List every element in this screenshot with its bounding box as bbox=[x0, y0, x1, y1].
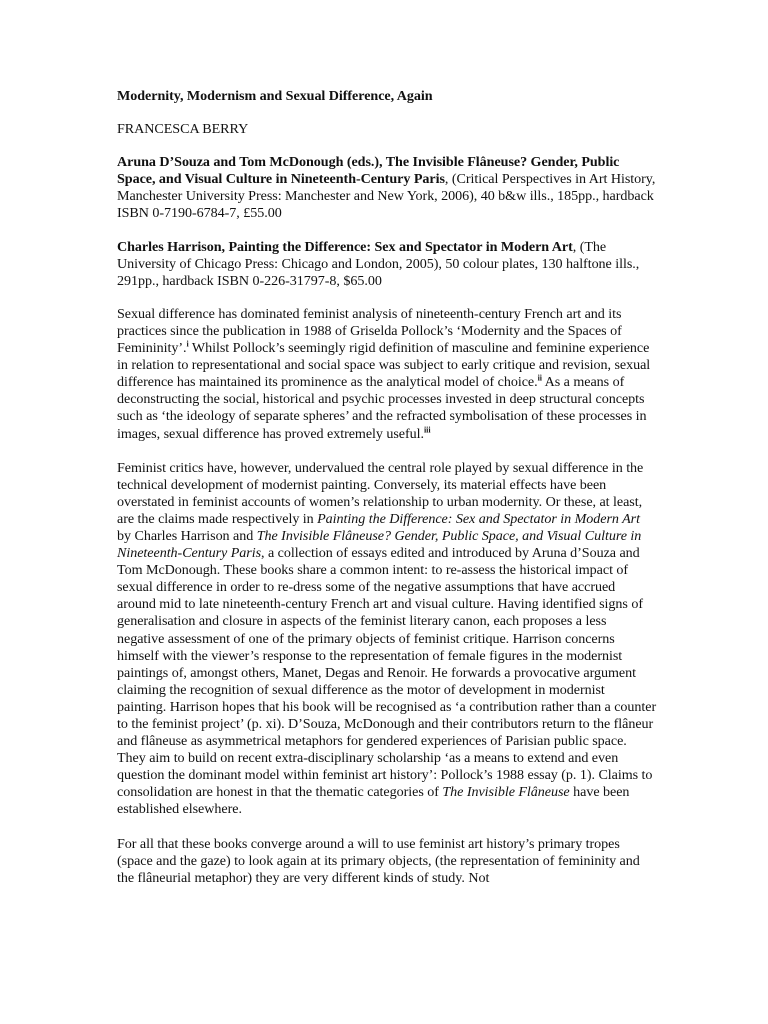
paragraph-1-sentence-3: As a means of deconstructing the social, historical and psychic processes invested in deep structural concepts such as ‘the ideology of separate spheres’ and the refracted symbolisation of these processes in images, sexual difference has proved extremely useful. bbox=[117, 374, 647, 442]
endnote-marker-iii[interactable]: iii bbox=[424, 424, 431, 434]
document-body bbox=[117, 88, 657, 904]
reviewed-book-2 bbox=[117, 239, 657, 290]
article-title: Modernity, Modernism and Sexual Difference, Again bbox=[117, 88, 433, 104]
paragraph-2-title-harrison: Painting the Difference: Sex and Spectator in Modern Art bbox=[317, 510, 640, 527]
paragraph-2-text-2: by Charles Harrison and bbox=[117, 527, 257, 544]
reviewed-book-2-heading: Charles Harrison, Painting the Difference: Sex and Spectator in Modern Art bbox=[117, 238, 573, 255]
author-name: FRANCESCA BERRY bbox=[117, 121, 249, 138]
reviewed-book-1-heading: Aruna D’Souza and Tom McDonough (eds.), The Invisible Flâneuse? Gender, Public Space, and Visual Culture in Nineteenth-Century Paris bbox=[117, 154, 620, 188]
body-paragraph-1 bbox=[117, 306, 657, 443]
reviewed-book-2-details: , (The University of Chicago Press: Chicago and London, 2005), 50 colour plates, 130 halftone ills., 291pp., hardback ISBN 0-226-31797-8, $65.00 bbox=[117, 238, 640, 289]
body-paragraph-2 bbox=[117, 460, 657, 819]
body-paragraph-3: For all that these books converge around a will to use feminist art history’s primary tropes (space and the gaze) to look again at its primary objects, (the representation of femininity and the flâneurial metaphor) they are very different kinds of study. Not bbox=[117, 835, 640, 886]
paragraph-2-title-invisible-flaneuse: The Invisible Flâneuse? Gender, Public Space, and Visual Culture in Nineteenth-Century Paris bbox=[117, 527, 642, 562]
paragraph-1-sentence-1: Sexual difference has dominated feminist analysis of nineteenth-century French art and its practices since the publication in 1988 of Griselda Pollock’s ‘Modernity and the Spaces of Femininity’. bbox=[117, 305, 622, 357]
endnote-marker-ii[interactable]: ii bbox=[537, 373, 542, 383]
reviewed-book-1-details: , (Critical Perspectives in Art History, Manchester University Press: Manchester and New York, 2006), 40 b&w ills., 185pp., hardback ISBN 0-7190-6784-7, £55.00 bbox=[117, 171, 656, 222]
paragraph-2-text-1: Feminist critics have, however, undervalued the central role played by sexual difference in the technical development of modernist painting. Conversely, its material effects have been overstated in feminist accounts of women’s relationship to urban modernity. Or these, at least, are the claims made respectively in bbox=[117, 459, 644, 527]
paragraph-2-text-4: have been established elsewhere. bbox=[117, 784, 630, 818]
endnote-marker-i[interactable]: i bbox=[186, 339, 189, 349]
paragraph-1-sentence-2: Whilst Pollock’s seemingly rigid definition of masculine and feminine experience in relation to representational and social space was subject to early critique and revision, sexual difference has maintained its prominence as the analytical model of choice. bbox=[117, 340, 651, 391]
paragraph-2-title-short: The Invisible Flâneuse bbox=[442, 784, 570, 801]
reviewed-book-1 bbox=[117, 154, 657, 222]
paragraph-2-text-3: , a collection of essays edited and introduced by Aruna d’Souza and Tom McDonough. These books share a common intent: to re-assess the historical impact of sexual difference in order to re-dress some of the negative assumptions that have accrued around mid to late nineteenth-century French art and visual culture. Having identified signs of generalisation and closure in aspects of the feminist literary canon, each proposes a less negative assessment of one of the primary objects of feminist critique. Harrison concerns himself with the viewer’s response to the representation of female figures in the modernist paintings of, amongst others, Manet, Degas and Renoir. He forwards a provocative argument claiming the recognition of sexual difference as the motor of development in modernist painting. Harrison hopes that his book will be recognised as ‘a contribution rather than a counter to the feminist project’ (p. xi). D’Souza, McDonough and their contributors return to the flâneur and flâneuse as asymmetrical metaphors for gendered experiences of Parisian public space. They aim to build on recent extra-disciplinary scholarship ‘as a means to extend and even question the dominant model within feminist art history’: Pollock’s 1988 essay (p. 1). Claims to consolidation are honest in that the thematic categories of bbox=[117, 545, 657, 801]
